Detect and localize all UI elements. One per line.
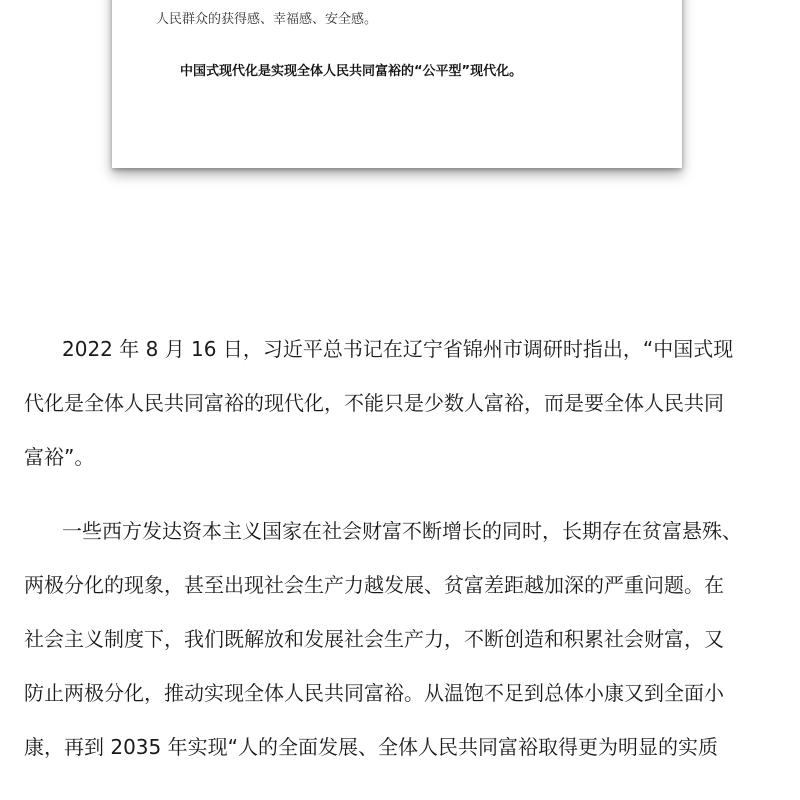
- text-line: 一些西方发达资本主义国家在社会财富不断增长的同时，长期存在贫富悬殊、: [62, 519, 742, 543]
- article-paragraph-2: [24, 504, 784, 774]
- quote-card: [112, 0, 682, 168]
- text-line: 富裕”。: [24, 445, 95, 469]
- text-line: 两极分化的现象，甚至出现社会生产力越发展、贫富差距越加深的严重问题。在: [24, 573, 724, 597]
- text-line: 防止两极分化，推动实现全体人民共同富裕。从温饱不足到总体小康又到全面小: [24, 681, 724, 705]
- article-paragraph-1: [24, 322, 784, 484]
- text-line: 康，再到 2035 年实现“人的全面发展、全体人民共同富裕取得更为明显的实质: [24, 735, 718, 759]
- text-line: 代化是全体人民共同富裕的现代化，不能只是少数人富裕，而是要全体人民共同: [24, 391, 724, 415]
- article-body: [24, 322, 784, 794]
- text-line: 社会主义制度下，我们既解放和发展社会生产力，不断创造和积累社会财富，又: [24, 627, 724, 651]
- text-line: 2022 年 8 月 16 日，习近平总书记在辽宁省锦州市调研时指出，“中国式现: [62, 337, 734, 361]
- card-highlight-line: 中国式现代化是实现全体人民共同富裕的“公平型”现代化。: [180, 64, 523, 79]
- card-text-line: 人民群众的获得感、幸福感、安全感。: [156, 12, 378, 27]
